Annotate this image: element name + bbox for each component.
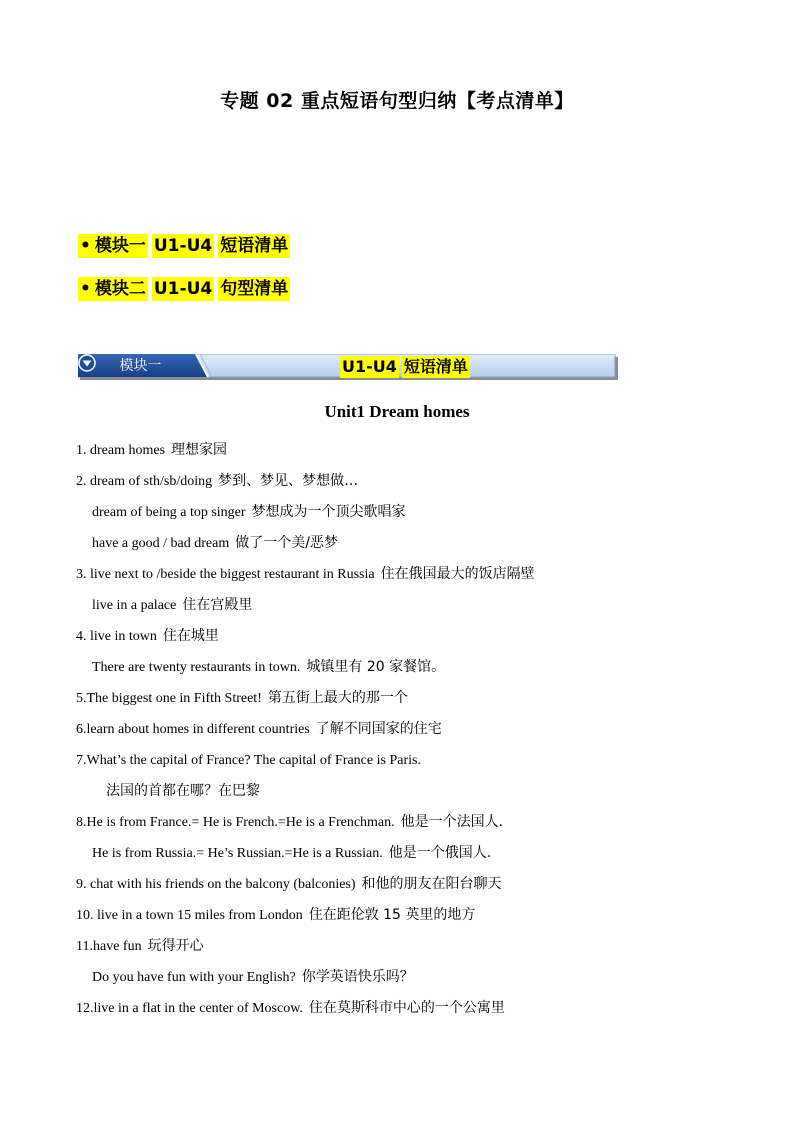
- entry-en: 9. chat with his friends on the balcony (balconies): [76, 877, 356, 892]
- banner-title: [340, 356, 470, 378]
- entry-en: 12.live in a flat in the center of Moscow.: [76, 1001, 303, 1016]
- entry-en: dream of being a top singer: [92, 505, 246, 520]
- entry-en: 4. live in town: [76, 629, 157, 644]
- list-item: [76, 657, 756, 688]
- list-item: [76, 843, 756, 874]
- entry-cn: 城镇里有 20 家餐馆。: [306, 659, 446, 675]
- bullet-icon: •: [80, 279, 91, 299]
- list-item: [76, 998, 756, 1029]
- module-2-label: [78, 277, 148, 301]
- entry-cn: 梦到、梦见、梦想做…: [218, 473, 359, 489]
- list-item: [76, 750, 756, 781]
- list-item: [76, 688, 756, 719]
- module-1-range: U1-U4: [153, 236, 213, 256]
- list-item: [76, 471, 756, 502]
- list-item: [76, 967, 756, 998]
- entry-en: 2. dream of sth/sb/doing: [76, 474, 213, 489]
- entry-en: He is from Russia.= He’s Russian.=He is a Russian.: [92, 846, 383, 861]
- entry-cn: 玩得开心: [147, 938, 204, 954]
- entry-cn: 理想家园: [171, 442, 228, 458]
- entry-cn: 法国的首都在哪？在巴黎: [106, 783, 260, 799]
- entry-cn: 住在俄国最大的饭店隔壁: [380, 566, 535, 582]
- bullet-icon: •: [80, 236, 91, 256]
- entry-en: 3. live next to /beside the biggest restaurant in Russia: [76, 567, 375, 582]
- list-item: [76, 626, 756, 657]
- entry-cn: 了解不同国家的住宅: [315, 721, 442, 737]
- phrase-list: [76, 440, 756, 1029]
- list-item: [76, 502, 756, 533]
- list-item: [76, 595, 756, 626]
- entry-en: 5.The biggest one in Fifth Street!: [76, 691, 262, 706]
- list-item: [76, 719, 756, 750]
- module-1-label: [78, 234, 148, 258]
- entry-cn: 住在宫殿里: [182, 597, 253, 613]
- entry-en: 11.have fun: [76, 939, 142, 954]
- entry-cn: 第五街上最大的那一个: [267, 690, 408, 706]
- page-title: 专题 02 重点短语句型归纳【考点清单】: [220, 90, 574, 112]
- list-item: [76, 781, 756, 812]
- entry-en: live in a palace: [92, 598, 177, 613]
- entry-en: 6.learn about homes in different countries: [76, 722, 310, 737]
- module-1-topic: 短语清单: [220, 236, 289, 256]
- entry-en: 1. dream homes: [76, 443, 166, 458]
- entry-en: have a good / bad dream: [92, 536, 230, 551]
- entry-cn: 他是一个俄国人.: [388, 845, 492, 861]
- list-item: [76, 905, 756, 936]
- list-item: [76, 533, 756, 564]
- list-item: [76, 874, 756, 905]
- module-link-2[interactable]: [78, 277, 290, 301]
- entry-en: 7.What’s the capital of France? The capital of France is Paris.: [76, 753, 421, 768]
- entry-cn: 他是一个法国人.: [400, 814, 504, 830]
- module-1-name: 模块一: [94, 236, 146, 256]
- list-item: [76, 936, 756, 967]
- module-link-1[interactable]: [78, 234, 290, 258]
- entry-cn: 做了一个美/恶梦: [235, 535, 338, 551]
- entry-en: 8.He is from France.= He is French.=He is a Frenchman.: [76, 815, 395, 830]
- banner-range: U1-U4: [342, 357, 397, 376]
- module-2-name: 模块二: [94, 279, 146, 299]
- entry-en: 10. live in a town 15 miles from London: [76, 908, 303, 923]
- banner-topic: 短语清单: [403, 357, 468, 376]
- entry-en: There are twenty restaurants in town.: [92, 660, 301, 675]
- list-item: [76, 564, 756, 595]
- chevron-down-circle-icon[interactable]: [78, 354, 96, 372]
- entry-en: Do you have fun with your English?: [92, 970, 296, 985]
- list-item: [76, 812, 756, 843]
- module-2-topic: 句型清单: [220, 279, 289, 299]
- list-item: [76, 440, 756, 471]
- entry-cn: 住在莫斯科市中心的一个公寓里: [308, 1000, 505, 1016]
- entry-cn: 你学英语快乐吗？: [301, 969, 414, 985]
- entry-cn: 梦想成为一个顶尖歌唱家: [251, 504, 406, 520]
- banner-tab-label: 模块一: [119, 358, 162, 374]
- entry-cn: 住在距伦敦 15 英里的地方: [308, 907, 476, 923]
- section-banner: [78, 354, 618, 380]
- entry-cn: 和他的朋友在阳台聊天: [361, 876, 502, 892]
- entry-cn: 住在城里: [162, 628, 219, 644]
- module-2-range: U1-U4: [153, 279, 213, 299]
- unit-title: Unit1 Dream homes: [324, 402, 470, 421]
